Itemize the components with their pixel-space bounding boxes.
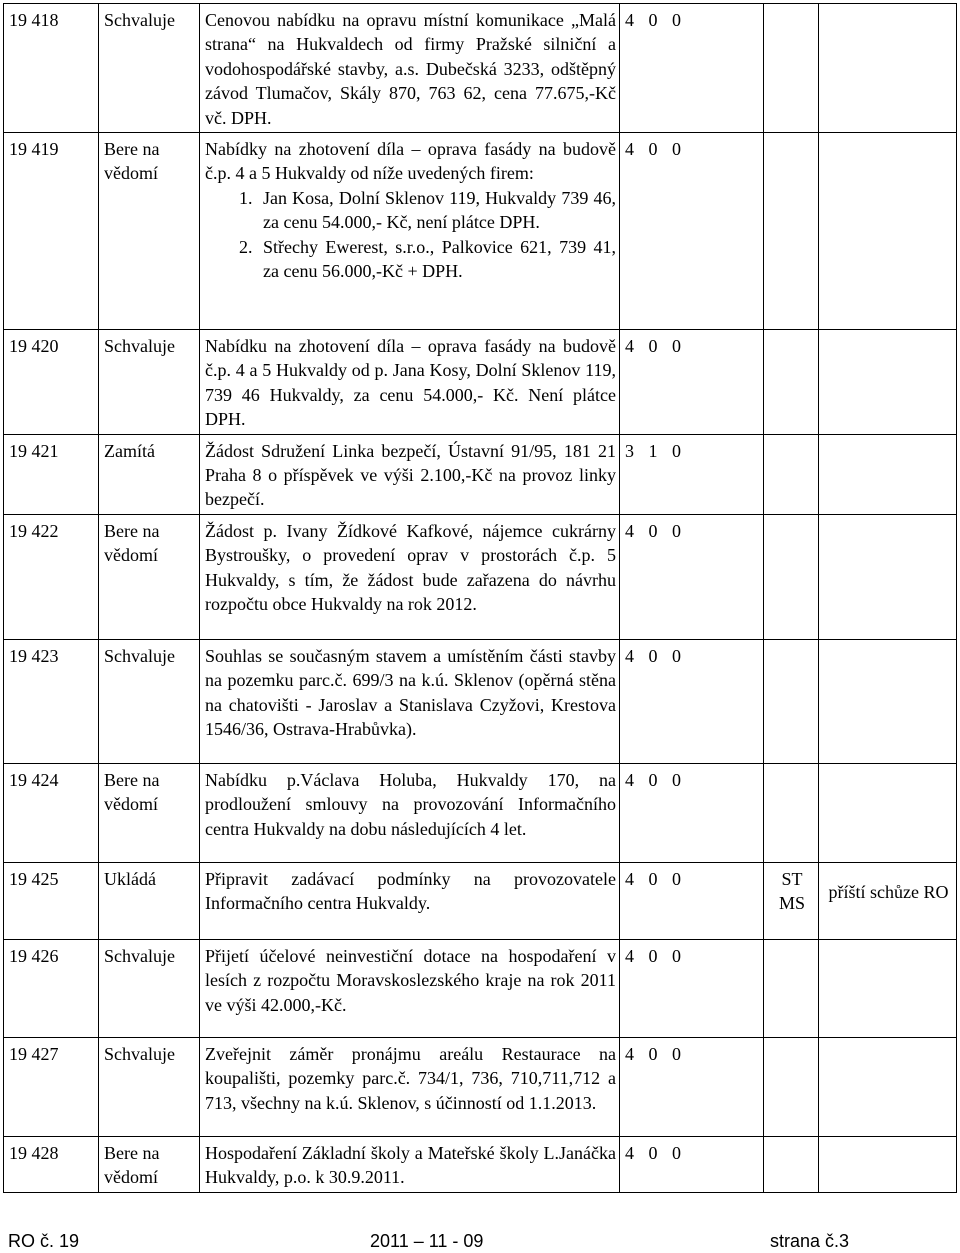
vote-result: 4 0 0 xyxy=(620,1136,764,1192)
table-row xyxy=(4,1136,957,1192)
resolution-number: 19 428 xyxy=(4,1136,99,1192)
vote-result: 4 0 0 xyxy=(620,133,764,330)
deadline xyxy=(819,639,957,763)
deadline: příští schůze RO xyxy=(819,862,957,939)
resolution-text-intro: Nabídky na zhotovení díla – oprava fasády na budově č.p. 4 a 5 Hukvaldy od níže uvedených firem: xyxy=(205,139,616,184)
vote-result: 4 0 0 xyxy=(620,330,764,435)
resolution-type: Bere na vědomí xyxy=(99,133,200,330)
list-item: 1. Jan Kosa, Dolní Sklenov 119, Hukvaldy 739 46, za cenu 54.000,- Kč, není plátce DPH. xyxy=(257,186,616,235)
table-row xyxy=(4,763,957,862)
resolution-number: 19 420 xyxy=(4,330,99,435)
responsible-person xyxy=(764,330,819,435)
resolution-text: Přijetí účelové neinvestiční dotace na hospodaření v lesích z rozpočtu Moravskoslezského kraje na rok 2011 ve výši 42.000,-Kč. xyxy=(200,939,620,1037)
resolution-number: 19 426 xyxy=(4,939,99,1037)
resolution-text xyxy=(200,133,620,330)
deadline xyxy=(819,763,957,862)
table-row xyxy=(4,514,957,639)
responsible-person xyxy=(764,763,819,862)
list-item: 2. Střechy Ewerest, s.r.o., Palkovice 621, 739 41, za cenu 56.000,-Kč + DPH. xyxy=(257,235,616,284)
table-row xyxy=(4,1037,957,1136)
footer-meeting-number: RO č. 19 xyxy=(8,1231,80,1251)
responsible-person xyxy=(764,639,819,763)
resolution-text: Žádost Sdružení Linka bezpečí, Ústavní 91/95, 181 21 Praha 8 o příspěvek ve výši 2.100,-Kč na provoz linky bezpečí. xyxy=(200,434,620,514)
resolution-text: Hospodaření Základní školy a Mateřské školy L.Janáčka Hukvaldy, p.o. k 30.9.2011. xyxy=(200,1136,620,1192)
resolution-text: Žádost p. Ivany Žídkové Kafkové, nájemce cukrárny Bystroušky, o provedení oprav v prostorách č.p. 5 Hukvaldy, s tím, že žádost bude zařazena do návrhu rozpočtu obce Hukvaldy na rok 2012. xyxy=(200,514,620,639)
deadline xyxy=(819,330,957,435)
resolution-number: 19 424 xyxy=(4,763,99,862)
responsible-person xyxy=(764,939,819,1037)
page-footer xyxy=(0,1229,960,1249)
resolution-type: Schvaluje xyxy=(99,939,200,1037)
resolution-type: Bere na vědomí xyxy=(99,1136,200,1192)
deadline xyxy=(819,1037,957,1136)
table-row xyxy=(4,4,957,133)
responsible-person xyxy=(764,1037,819,1136)
resolution-number: 19 419 xyxy=(4,133,99,330)
responsible-person xyxy=(764,434,819,514)
resolution-text: Připravit zadávací podmínky na provozovatele Informačního centra Hukvaldy. xyxy=(200,862,620,939)
resolution-type: Zamítá xyxy=(99,434,200,514)
vote-result: 4 0 0 xyxy=(620,939,764,1037)
table-row xyxy=(4,639,957,763)
resolution-text: Nabídku p.Václava Holuba, Hukvaldy 170, na prodloužení smlouvy na provozování Informačního centra Hukvaldy na dobu následujících 4 let. xyxy=(200,763,620,862)
vote-result: 4 0 0 xyxy=(620,639,764,763)
deadline xyxy=(819,4,957,133)
resolution-number: 19 418 xyxy=(4,4,99,133)
deadline xyxy=(819,939,957,1037)
resolution-type: Ukládá xyxy=(99,862,200,939)
vote-result: 4 0 0 xyxy=(620,4,764,133)
footer-page-number: strana č.3 xyxy=(770,1231,850,1251)
responsible-person xyxy=(764,4,819,133)
resolution-text: Souhlas se současným stavem a umístěním části stavby na pozemku parc.č. 699/3 na k.ú. Sklenov (opěrná stěna na chatovišti - Jaroslav a Stanislava Czyžovi, Krestova 1546/36, Ostrava-Hrabůvka). xyxy=(200,639,620,763)
resolutions-table xyxy=(3,3,957,1193)
resolution-type: Schvaluje xyxy=(99,1037,200,1136)
resolution-type: Schvaluje xyxy=(99,4,200,133)
responsible-person xyxy=(764,133,819,330)
deadline xyxy=(819,133,957,330)
resolution-number: 19 423 xyxy=(4,639,99,763)
footer-date: 2011 – 11 - 09 xyxy=(370,1231,484,1251)
resolution-text: Cenovou nabídku na opravu místní komunikace „Malá strana“ na Hukvaldech od firmy Pražské silniční a vodohospodářské stavby, a.s. Dubečská 3233, odštěpný závod Tlumačov, Skály 870, 763 62, cena 77.675,-Kč vč. DPH. xyxy=(200,4,620,133)
resolution-number: 19 422 xyxy=(4,514,99,639)
vote-result: 4 0 0 xyxy=(620,514,764,639)
vote-result: 4 0 0 xyxy=(620,763,764,862)
vote-result: 4 0 0 xyxy=(620,862,764,939)
deadline xyxy=(819,514,957,639)
table-row xyxy=(4,330,957,435)
responsible-person xyxy=(764,514,819,639)
table-row xyxy=(4,939,957,1037)
responsible-person: ST MS xyxy=(764,862,819,939)
resolution-type: Schvaluje xyxy=(99,330,200,435)
resolution-text: Zveřejnit záměr pronájmu areálu Restaurace na koupališti, pozemky parc.č. 734/1, 736, 710,711,712 a 713, všechny na k.ú. Sklenov, s účinností od 1.1.2013. xyxy=(200,1037,620,1136)
resolution-type: Schvaluje xyxy=(99,639,200,763)
resolution-type: Bere na vědomí xyxy=(99,514,200,639)
resolution-number: 19 421 xyxy=(4,434,99,514)
vote-result: 3 1 0 xyxy=(620,434,764,514)
table-row xyxy=(4,434,957,514)
resolution-type: Bere na vědomí xyxy=(99,763,200,862)
deadline xyxy=(819,1136,957,1192)
responsible-person xyxy=(764,1136,819,1192)
table-row xyxy=(4,133,957,330)
resolution-text: Nabídku na zhotovení díla – oprava fasády na budově č.p. 4 a 5 Hukvaldy od p. Jana Kosy, Dolní Sklenov 119, 739 46 Hukvaldy, za cenu 54.000,- Kč. Není plátce DPH. xyxy=(200,330,620,435)
resolution-number: 19 425 xyxy=(4,862,99,939)
deadline xyxy=(819,434,957,514)
table-row xyxy=(4,862,957,939)
resolution-number: 19 427 xyxy=(4,1037,99,1136)
bidder-list xyxy=(205,186,616,284)
vote-result: 4 0 0 xyxy=(620,1037,764,1136)
